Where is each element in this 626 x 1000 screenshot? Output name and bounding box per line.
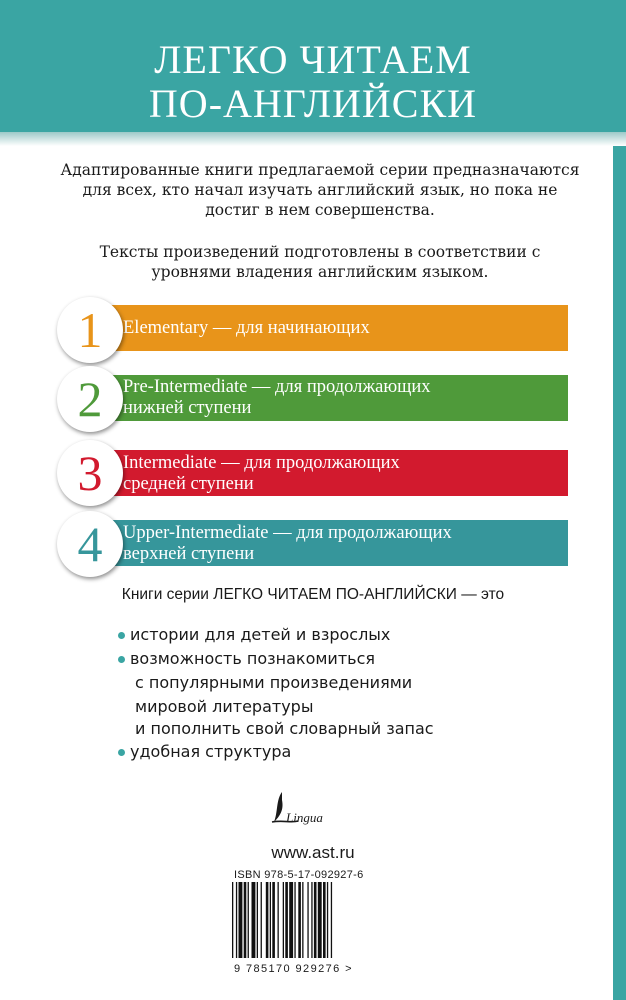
bullet-item-2-cont-3: и пополнить свой словарный запас	[135, 719, 434, 738]
barcode-icon	[230, 882, 390, 960]
isbn: ISBN 978-5-17-092927-6	[234, 869, 364, 881]
barcode-bar	[248, 882, 249, 958]
lingua-logo-text: Lingua	[286, 810, 323, 825]
bullet-dot-icon	[118, 632, 125, 639]
barcode-bar	[266, 882, 269, 958]
barcode-bar	[311, 882, 312, 958]
barcode-bar	[270, 882, 271, 958]
barcode-bar	[294, 882, 295, 958]
bullet-item-3	[130, 741, 291, 763]
level-4-text-line1: Upper-Intermediate — для продолжающих	[123, 523, 452, 543]
barcode-bar	[323, 882, 326, 958]
barcode-bar	[278, 882, 279, 958]
level-3-number: 3	[57, 440, 123, 506]
intro-paragraph-1: Адаптированные книги предлагаемой серии предназначаются для всех, кто начал изучать английский язык, но пока не достиг в нем совершенства.	[60, 161, 580, 219]
bullet-dot-icon	[118, 749, 125, 756]
barcode-bar	[232, 882, 233, 958]
side-stripe	[613, 146, 626, 1000]
barcode-number: 9 785170 929276 >	[234, 963, 353, 975]
barcode-bar	[239, 882, 243, 958]
level-2-text-line1: Pre-Intermediate — для продолжающих	[123, 377, 431, 397]
level-4-number: 4	[57, 511, 123, 577]
level-2-number: 2	[57, 366, 123, 432]
bullet-item-1	[130, 624, 390, 646]
barcode-bar	[283, 882, 284, 958]
level-1-number: 1	[57, 297, 123, 363]
level-1-text: Elementary — для начинающих	[123, 318, 370, 338]
intro-paragraph-2: Тексты произведений подготовлены в соответствии с уровнями владения английским языком.	[99, 243, 541, 281]
barcode-bar	[236, 882, 237, 958]
barcode-bar	[261, 882, 262, 958]
bullet-item-2	[130, 648, 375, 670]
level-3-text-line1: Intermediate — для продолжающих	[123, 453, 400, 473]
barcode-bar	[257, 882, 258, 958]
barcode-bar	[285, 882, 288, 958]
bullet-item-2-cont-1: с популярными произведениями	[135, 673, 413, 692]
level-4-text-line2: верхней ступени	[123, 544, 255, 564]
barcode-bar	[314, 882, 317, 958]
bullet-item-2-cont-2: мировой литературы	[135, 697, 314, 716]
barcode-bar	[318, 882, 322, 958]
bullet-item-3-text: удобная структура	[130, 742, 292, 761]
header-shadow	[0, 132, 626, 146]
bullet-dot-icon	[118, 656, 125, 663]
bullet-item-1-text: истории для детей и взрослых	[130, 625, 391, 644]
barcode-bar	[331, 882, 332, 958]
barcode-bar	[298, 882, 301, 958]
barcode-bar	[307, 882, 308, 958]
barcode-bar	[244, 882, 247, 958]
series-title-line1: ЛЕГКО ЧИТАЕМ	[154, 37, 472, 82]
barcode-bar	[289, 882, 293, 958]
publisher-website: www.ast.ru	[271, 843, 355, 862]
level-2-text-line2: нижней ступени	[123, 398, 252, 418]
series-title-line2: ПО-АНГЛИЙСКИ	[148, 81, 478, 126]
level-3-text-line2: средней ступени	[123, 474, 254, 494]
barcode-bar	[272, 882, 275, 958]
barcode-bar	[252, 882, 256, 958]
barcode-bar	[327, 882, 328, 958]
series-description: Книги серии ЛЕГКО ЧИТАЕМ ПО-АНГЛИЙСКИ — это	[121, 586, 505, 603]
bullet-item-2-text: возможность познакомиться	[130, 649, 375, 668]
barcode-bar	[302, 882, 303, 958]
